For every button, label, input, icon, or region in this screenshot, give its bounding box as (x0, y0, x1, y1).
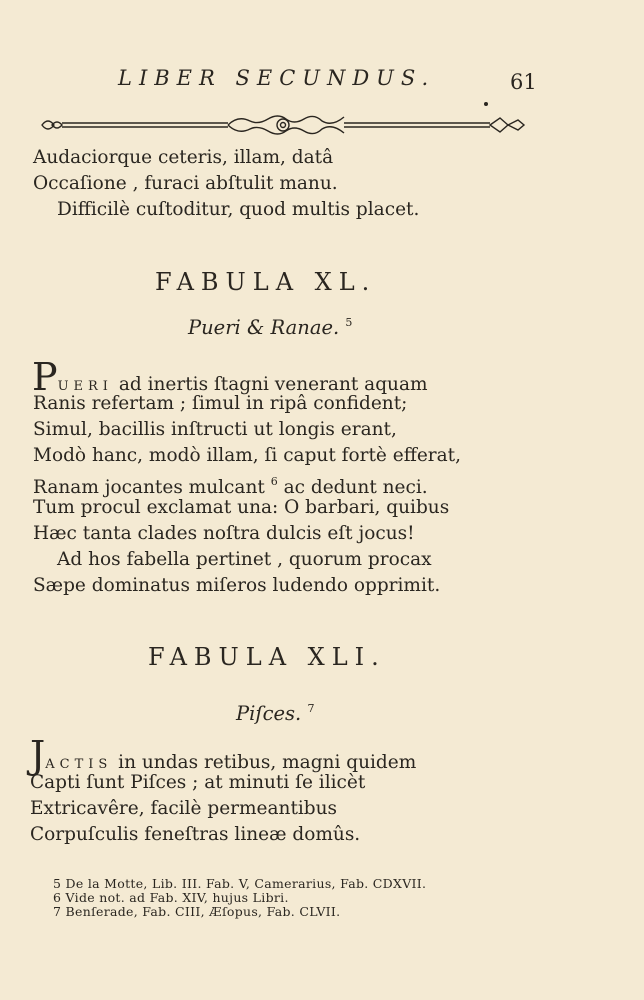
verse-line: Corpuſculis feneſtras lineæ domûs. (30, 824, 361, 845)
verse-line: Sæpe dominatus miſeros ludendo opprimit. (33, 575, 441, 596)
running-head: LIBER SECUNDUS. (118, 66, 436, 90)
verse-text: ac dedunt neci. (283, 477, 428, 498)
page-number: 61 (510, 70, 537, 94)
verse-line: Difficilè cuſtoditur, quod multis placet. (57, 199, 420, 220)
verse-line: Simul, bacillis inſtructi ut longis erant, (33, 419, 397, 440)
footnote (53, 877, 426, 891)
footnote-number: 5 (53, 876, 62, 891)
fable-subtitle (188, 316, 352, 339)
footnote-text: De la Motte, Lib. III. Fab. V, Camerarius, Fab. CDXVII. (65, 876, 427, 891)
verse-line: Capti ſunt Piſces ; at minuti ſe ilicèt (30, 772, 366, 793)
footnote-ref: 7 (307, 702, 315, 715)
footnote-number: 6 (53, 890, 62, 905)
small-caps-word: ACTIS (45, 757, 113, 772)
verse-text: Ranam jocantes mulcant (33, 477, 265, 498)
footnote (53, 891, 289, 905)
initial-letter: P (32, 355, 58, 399)
footnote (53, 905, 340, 919)
fable-subtitle-text: Pueri & Ranae. (188, 316, 340, 339)
fable-title: FABULA XLI. (148, 643, 386, 671)
ornamental-rule (38, 112, 528, 138)
verse-line: Occaſione , furaci abſtulit manu. (33, 173, 338, 194)
fable-title: FABULA XL. (155, 268, 377, 296)
small-caps-word: UERI (57, 379, 113, 394)
verse-line: Tum procul exclamat una: O barbari, quibus (33, 497, 450, 518)
verse-line: Ranis refertam ; ſimul in ripâ confident; (33, 393, 408, 414)
footnote-text: Benſerade, Fab. CIII, Æſopus, Fab. CLVII. (65, 904, 341, 919)
footnote-text: Vide not. ad Fab. XIV, hujus Libri. (65, 890, 289, 905)
verse-text: in undas retibus, magni quidem (118, 752, 417, 773)
verse-line: Extricavêre, facilè permeantibus (30, 798, 338, 819)
footnote-ref: 6 (270, 475, 278, 488)
verse-line: Hæc tanta clades noſtra dulcis eſt jocus! (33, 523, 415, 544)
initial-letter: J (30, 733, 46, 777)
verse-line: Ad hos fabella pertinet , quorum procax (57, 549, 432, 570)
verse-text: ad inertis ſtagni venerant aquam (118, 374, 428, 395)
verse-line: Modò hanc, modò illam, ſi caput fortè efferat, (33, 445, 461, 466)
footnote-ref: 5 (345, 316, 353, 329)
fable-subtitle (236, 702, 314, 725)
verse-line: Audaciorque ceteris, illam, datâ (33, 147, 334, 168)
footnote-number: 7 (53, 904, 62, 919)
fable-subtitle-text: Piſces. (236, 702, 302, 725)
ink-speck (484, 102, 488, 106)
